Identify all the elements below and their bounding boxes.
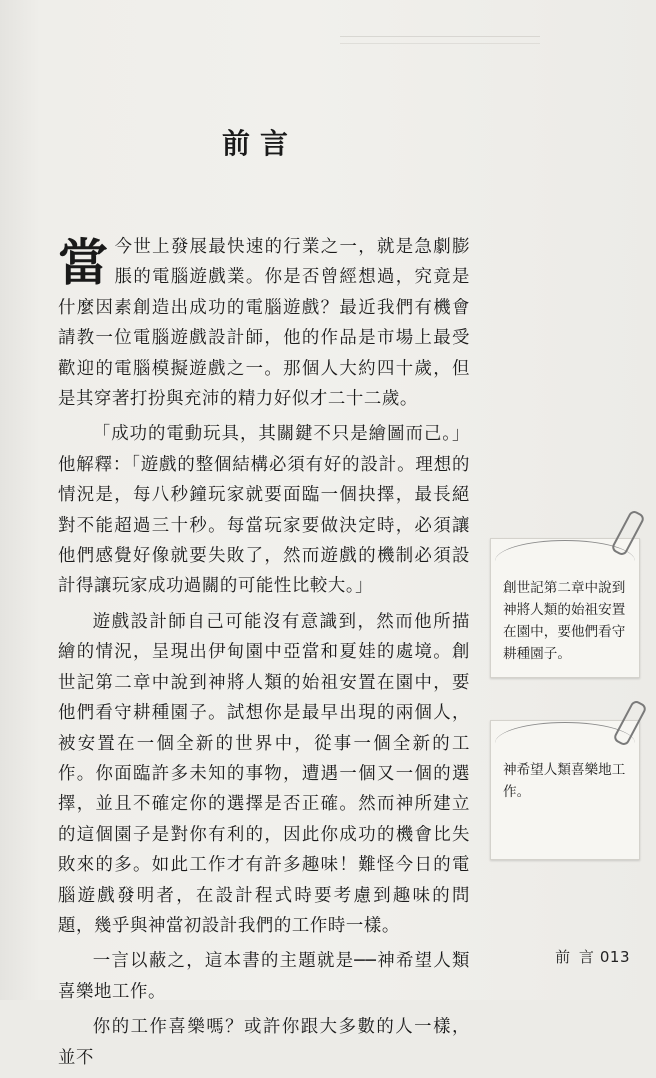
body-text: [58, 232, 470, 1078]
footer-chapter-label: 前 言: [555, 948, 596, 966]
page-footer: [555, 946, 630, 967]
side-note-1-text: 創世記第二章中說到神將人類的始祖安置在園中，要他們看守耕種園子。: [503, 580, 626, 662]
paragraph-5: 你的工作喜樂嗎？或許你跟大多數的人一樣，並不: [58, 1017, 470, 1068]
side-note-2-text: 神希望人類喜樂地工作。: [503, 762, 626, 800]
paperclip-icon: [610, 509, 646, 557]
chapter-title: 前言: [221, 127, 298, 160]
paragraph-3: 遊戲設計師自己可能沒有意識到，然而他所描繪的情況，呈現出伊甸園中亞當和夏娃的處境。創世記第二章中說到神將人類的始祖安置在園中，要他們看守耕種園子。試想你是最早出現的兩個人，被安置在一個全新的世界中，從事一個全新的工作。你面臨許多未知的事物，遭遇一個又一個的選擇，並且不確定你的選擇是否正確。然而神所建立的這個園子是對你有利的，因此你成功的機會比失敗來的多。如此工作才有許多趣味！難怪今日的電腦遊戲發明者，在設計程式時要考慮到趣味的問題，幾乎與神當初設計我們的工作時一樣。: [58, 611, 470, 936]
page-number: 013: [599, 948, 630, 966]
paragraph-1: [58, 232, 470, 414]
bleed-through-mark: [340, 36, 540, 44]
drop-cap: 當: [58, 233, 109, 292]
paragraph-4: 一言以蔽之，這本書的主題就是──神希望人類喜樂地工作。: [58, 951, 470, 1002]
paragraph-1-text: 今世上發展最快速的行業之一，就是急劇膨脹的電腦遊戲業。你是否曾經想過，究竟是什麼因素創造出成功的電腦遊戲？最近我們有機會請教一位電腦遊戲設計師，他的作品是市場上最受歡迎的電腦模擬遊戲之一。那個人大約四十歲，但是其穿著打扮與充沛的精力好似才二十二歲。: [58, 237, 470, 410]
paragraph-2: 「成功的電動玩具，其關鍵不只是繪圖而己。」他解釋：「遊戲的整個結構必須有好的設計。理想的情況是，每八秒鐘玩家就要面臨一個抉擇，最長絕對不能超過三十秒。每當玩家要做決定時，必須讓他們感覺好像就要失敗了，然而遊戲的機制必須設計得讓玩家成功過關的可能性比較大。」: [58, 424, 470, 597]
